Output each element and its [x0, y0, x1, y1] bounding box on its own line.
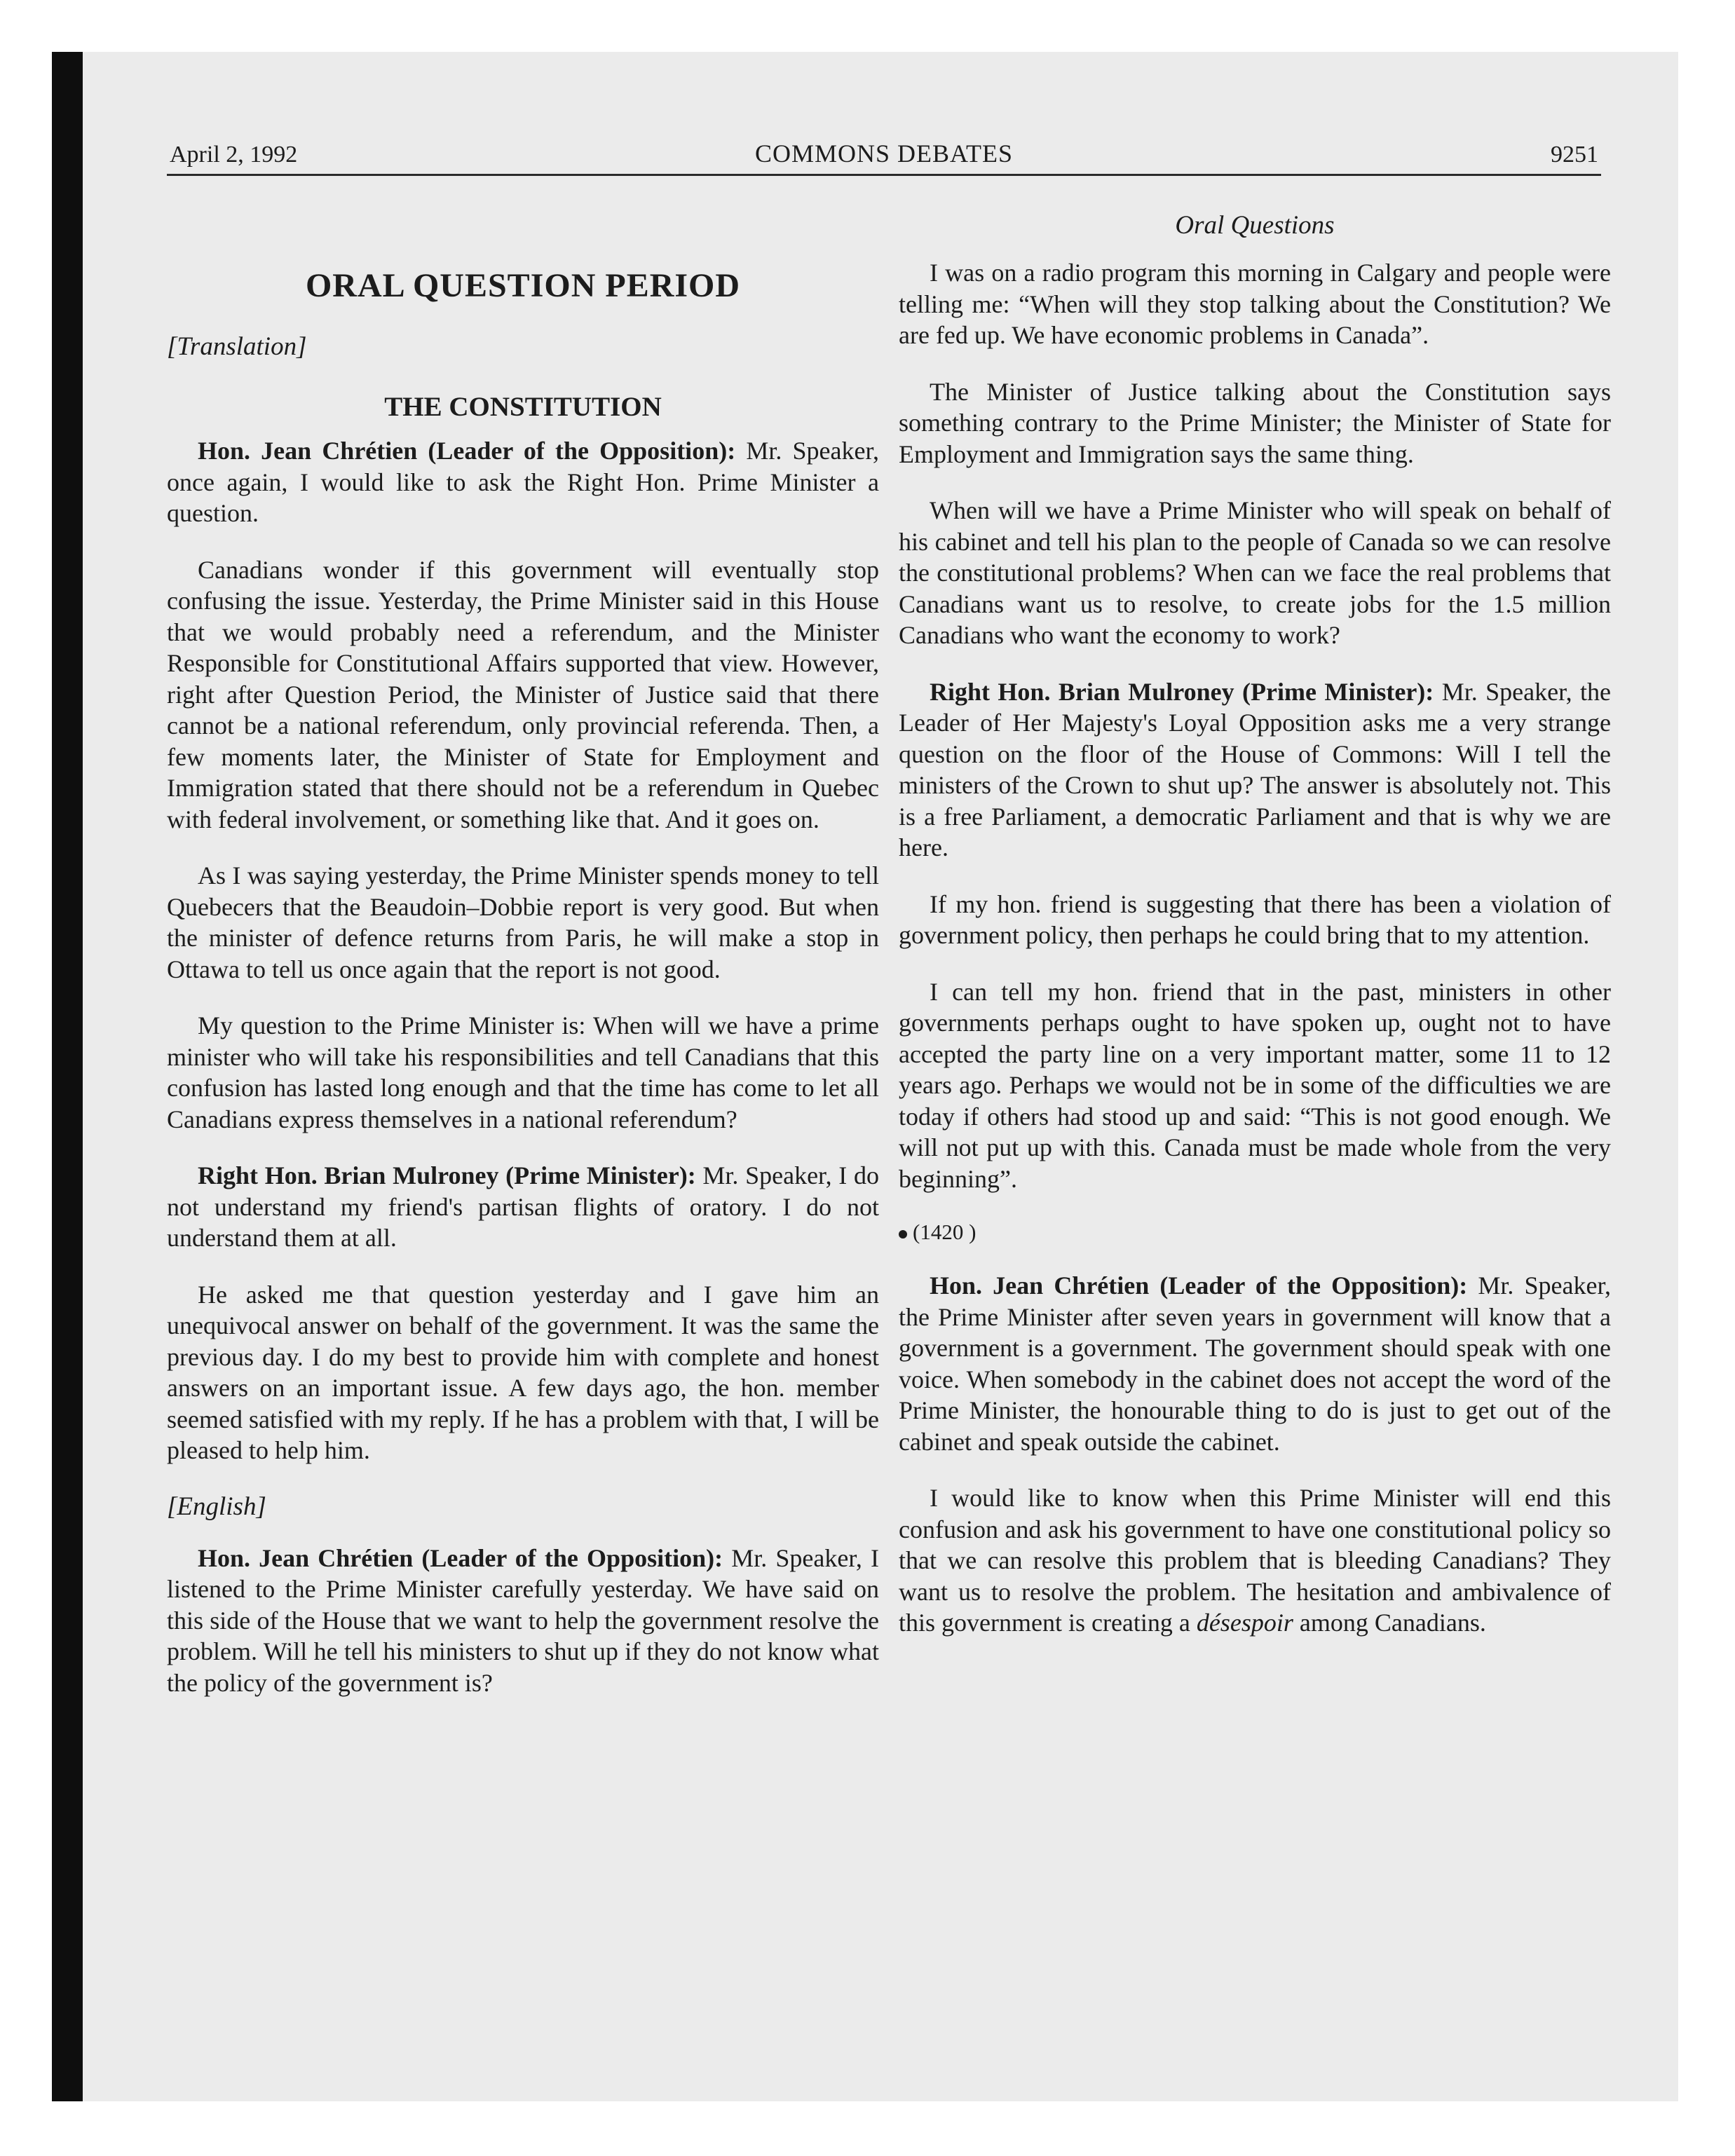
- paragraph: [167, 435, 879, 529]
- paragraph: My question to the Prime Minister is: When will we have a prime minister who will take his responsibilities and tell Canadians that this confusion has lasted long enough and that the time has come to let all Canadians express themselves in a national referendum?: [167, 1011, 879, 1133]
- speech-text: Mr. Speaker, I do not understand my friend's partisan flights of oratory. I do not understand them at all.: [167, 1161, 879, 1252]
- speech-text: among Canadians.: [1293, 1609, 1486, 1637]
- speaker-name: Hon. Jean Chrétien (Leader of the Opposition):: [930, 1271, 1468, 1299]
- header-date: April 2, 1992: [170, 142, 298, 168]
- speech-text: Mr. Speaker, once again, I would like to ask the Right Hon. Prime Minister a question.: [167, 437, 879, 527]
- speech-text: I would like to know when this Prime Minister will end this confusion and ask his government to have one constitutional policy so that we can resolve this problem that is bleeding Canadians? They want us to resolve the problem. The hesitation and ambivalence of this government is creating a: [899, 1484, 1611, 1637]
- section-label: Oral Questions: [1175, 211, 1335, 240]
- bullet-icon: [899, 1230, 907, 1239]
- paragraph: As I was saying yesterday, the Prime Minister spends money to tell Quebecers that the Beaudoin–Dobbie report is very good. But when the minister of defence returns from Paris, he will make a stop in Ottawa to tell us once again that the report is not good.: [167, 861, 879, 983]
- speaker-name: Right Hon. Brian Mulroney (Prime Minister):: [930, 677, 1434, 706]
- main-heading: ORAL QUESTION PERIOD: [305, 267, 741, 304]
- time-stamp: [899, 1220, 1611, 1245]
- header-journal-title: COMMONS DEBATES: [754, 139, 1014, 168]
- paragraph: I was on a radio program this morning in Calgary and people were telling me: “When will they stop talking about the Constitution? We are fed up. We have economic problems in Canada”.: [899, 259, 1611, 349]
- time-stamp-text: (1420 ): [913, 1220, 977, 1244]
- binding-shadow: [52, 52, 83, 2101]
- paragraph: If my hon. friend is suggesting that there has been a violation of government policy, then perhaps he could bring that to my attention.: [899, 889, 1611, 949]
- left-column: [167, 210, 879, 1724]
- paragraph: Canadians wonder if this government will eventually stop confusing the issue. Yesterday, the Prime Minister said in this House that we would probably need a referendum, and the Minister Responsible for Constitutional Affairs supported that view. However, right after Question Period, the Minister of Justice said that there cannot be a national referendum, only provincial referenda. Then, a few moments later, the Minister of State for Employment and Immigration stated that there should not be a referendum in Quebec with federal involvement, or something like that. And it goes on.: [167, 555, 879, 833]
- speaker-name: Right Hon. Brian Mulroney (Prime Minister):: [198, 1161, 696, 1189]
- speech-text: Mr. Speaker, the Leader of Her Majesty's Loyal Opposition asks me a very strange question on the floor of the House of Commons: Will I tell the ministers of the Crown to shut up? The answer is absolutely not. This is a free Parliament, a democratic Parliament and that is why we are here.: [899, 677, 1611, 861]
- paragraph: The Minister of Justice talking about the Constitution says something contrary to the Prime Minister; the Minister of State for Employment and Immigration says the same thing.: [899, 377, 1611, 468]
- paragraph: [167, 1160, 879, 1254]
- language-note-translation: [Translation]: [167, 332, 307, 361]
- speaker-name: Hon. Jean Chrétien (Leader of the Opposition):: [198, 437, 736, 465]
- paragraph: [899, 676, 1611, 864]
- header-page-number: 9251: [1551, 142, 1598, 168]
- paragraph: I can tell my hon. friend that in the past, ministers in other governments perhaps ought to have spoken up, ought not to have accepted the party line on a very important matter, some 11 to 12 years ago. Perhaps we would not be in some of the difficulties we are today if others had stood up and said: “This is not good enough. We will not put up with this. Canada must be made whole from the very beginning”.: [899, 977, 1611, 1193]
- subheading: THE CONSTITUTION: [384, 392, 662, 422]
- speaker-name: Hon. Jean Chrétien (Leader of the Opposition):: [198, 1543, 723, 1572]
- header-rule: [167, 174, 1601, 176]
- right-column: [899, 210, 1611, 1664]
- speech-text: Mr. Speaker, the Prime Minister after seven years in government will know that a government is a government. The government should speak with one voice. When somebody in the cabinet does not accept the word of the Prime Minister, the honourable thing to do is just to get out of the cabinet and speak outside the cabinet.: [899, 1271, 1611, 1456]
- paragraph: [167, 1543, 879, 1699]
- paragraph: He asked me that question yesterday and I gave him an unequivocal answer on behalf of the government. It was the same the previous day. I do my best to provide him with complete and honest answers on an important issue. A few days ago, the hon. member seemed satisfied with my reply. If he has a problem with that, I will be pleased to help him.: [167, 1280, 879, 1464]
- running-head: [167, 130, 1601, 175]
- paragraph: [899, 1482, 1611, 1639]
- paragraph: [899, 1270, 1611, 1457]
- emphasis-text: désespoir: [1196, 1609, 1293, 1637]
- language-note-english: [English]: [167, 1492, 266, 1521]
- speech-text: Mr. Speaker, I listened to the Prime Minister carefully yesterday. We have said on this side of the House that we want to help the government resolve the problem. Will he tell his ministers to shut up if they do not know what the policy of the government is?: [167, 1543, 879, 1697]
- paragraph: When will we have a Prime Minister who will speak on behalf of his cabinet and tell his plan to the people of Canada so we can resolve the constitutional problems? When can we face the real problems that Canadians want us to resolve, to create jobs for the 1.5 million Canadians who want the economy to work?: [899, 496, 1611, 649]
